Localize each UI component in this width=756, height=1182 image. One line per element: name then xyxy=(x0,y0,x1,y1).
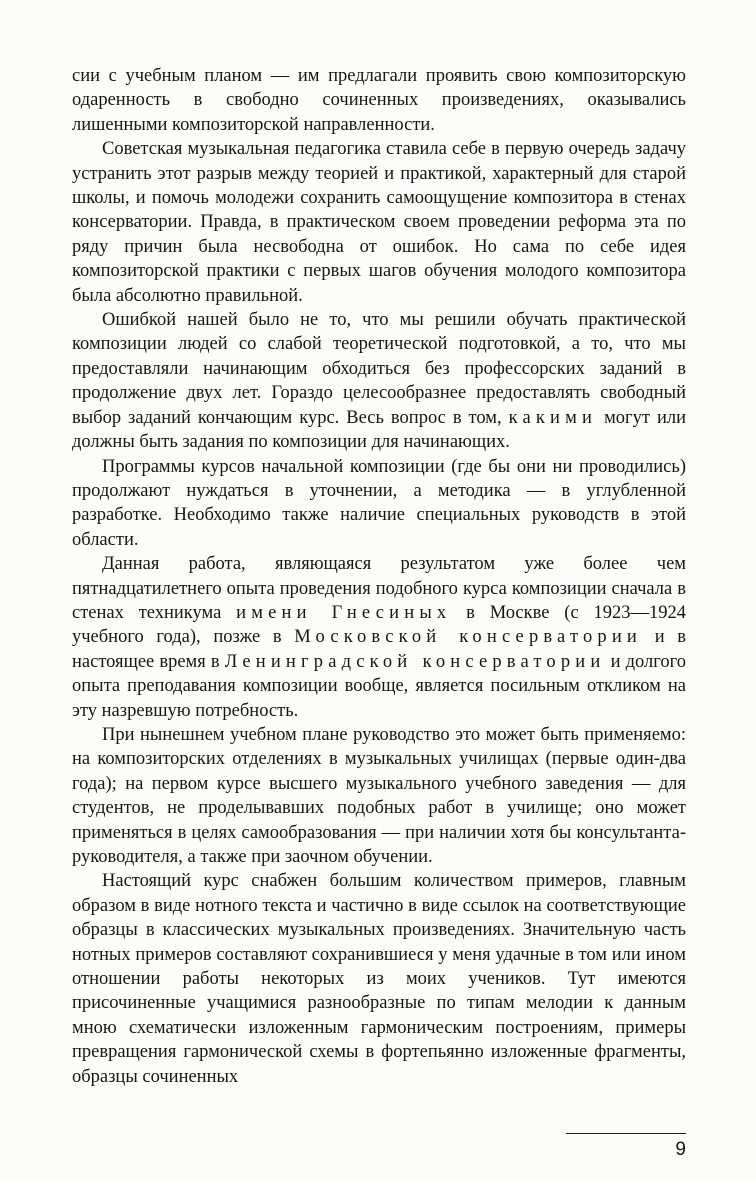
paragraph-5-part-1: Данная работа, являющаяся результатом уже более чем пятнадцатилетнего опыта проведения подобного курса композиции сначала в стенах техникума xyxy=(72,554,686,623)
paragraph-1: сии с учебным планом — им предлагали проявить свою композиторскую одаренность в свободно сочиненных произведениях, оказывались лишенными композиторской направленности. xyxy=(72,66,686,135)
body-text xyxy=(72,64,686,1089)
paragraph-5-part-3: и в настоящее время в xyxy=(72,627,687,672)
emphasis-leningrad-conservatory: Ленинградской консерватории xyxy=(224,651,606,672)
page-number: 9 xyxy=(675,1139,686,1160)
paragraph-3 xyxy=(72,308,686,454)
paragraph-5 xyxy=(72,552,686,723)
paragraph-4: Программы курсов начальной композиции (где бы они ни проводились) продолжают нуждаться в уточнении, а методика — в углубленной разработке. Необходимо также наличие специальных руководств в этой области. xyxy=(72,456,686,550)
paragraph-5-part-4: и долгого опыта преподавания композиции вообще, является посильным откликом на эту назревшую потребность. xyxy=(72,651,686,721)
footer-rule xyxy=(566,1133,686,1134)
emphasis-moscow-conservatory: Московской консерватории xyxy=(294,627,643,648)
paragraph-3-before: Ошибкой нашей было не то, что мы решили обучать практической композиции людей со слабой теоретической подготовкой, а то, что мы предоставляли начинающим обходиться без профессорских заданий в продолжение двух лет. Гораздо целесообразнее предоставлять свободный выбор заданий кончающим курс. Весь вопрос в том, xyxy=(72,310,686,428)
paragraph-6: При нынешнем учебном плане руководство это может быть применяемо: на композиторских отделениях в музыкальных училищах (первые один-два года); на первом курсе высшего музыкального учебного заведения — для студентов, не проделывавших подобных работ в училище; оно может применяться в целях самообразования — при наличии хотя бы консультанта-руководителя, а также при заочном обучении. xyxy=(72,724,686,867)
paragraph-5-part-2: в Москве (с 1923—1924 учебного года), позже в xyxy=(72,602,686,648)
paragraph-3-after: могут или должны быть задания по композиции для начинающих. xyxy=(72,407,686,453)
emphasis-kakimi: какими xyxy=(508,407,598,428)
paragraph-7: Настоящий курс снабжен большим количеством примеров, главным образом в виде нотного текста и частично в виде ссылок на соответствующие образцы в классических музыкальных произведениях. Значительную часть нотных примеров составляют сохранившиеся у меня удачные в том или ином отношении работы некоторых из моих учеников. Тут имеются присочиненные учащимися разнообразные по типам мелодии к данным мною схематически изложенным гармоническим построениям, примеры превращения гармонической схемы в фортепьянно изложенные фрагменты, образцы сочиненных xyxy=(72,871,686,1087)
emphasis-gnesin: имени Гнесиных xyxy=(236,602,452,623)
paragraph-2: Советская музыкальная педагогика ставила себе в первую очередь задачу устранить этот разрыв между теорией и практикой, характерный для старой школы, и помочь молодежи сохранить самоощущение композитора в стенах консерватории. Правда, в практическом своем проведении реформа эта по ряду причин была несвободна от ошибок. Но сама по себе идея композиторской практики с первых шагов обучения молодого композитора была абсолютно правильной. xyxy=(72,139,686,306)
